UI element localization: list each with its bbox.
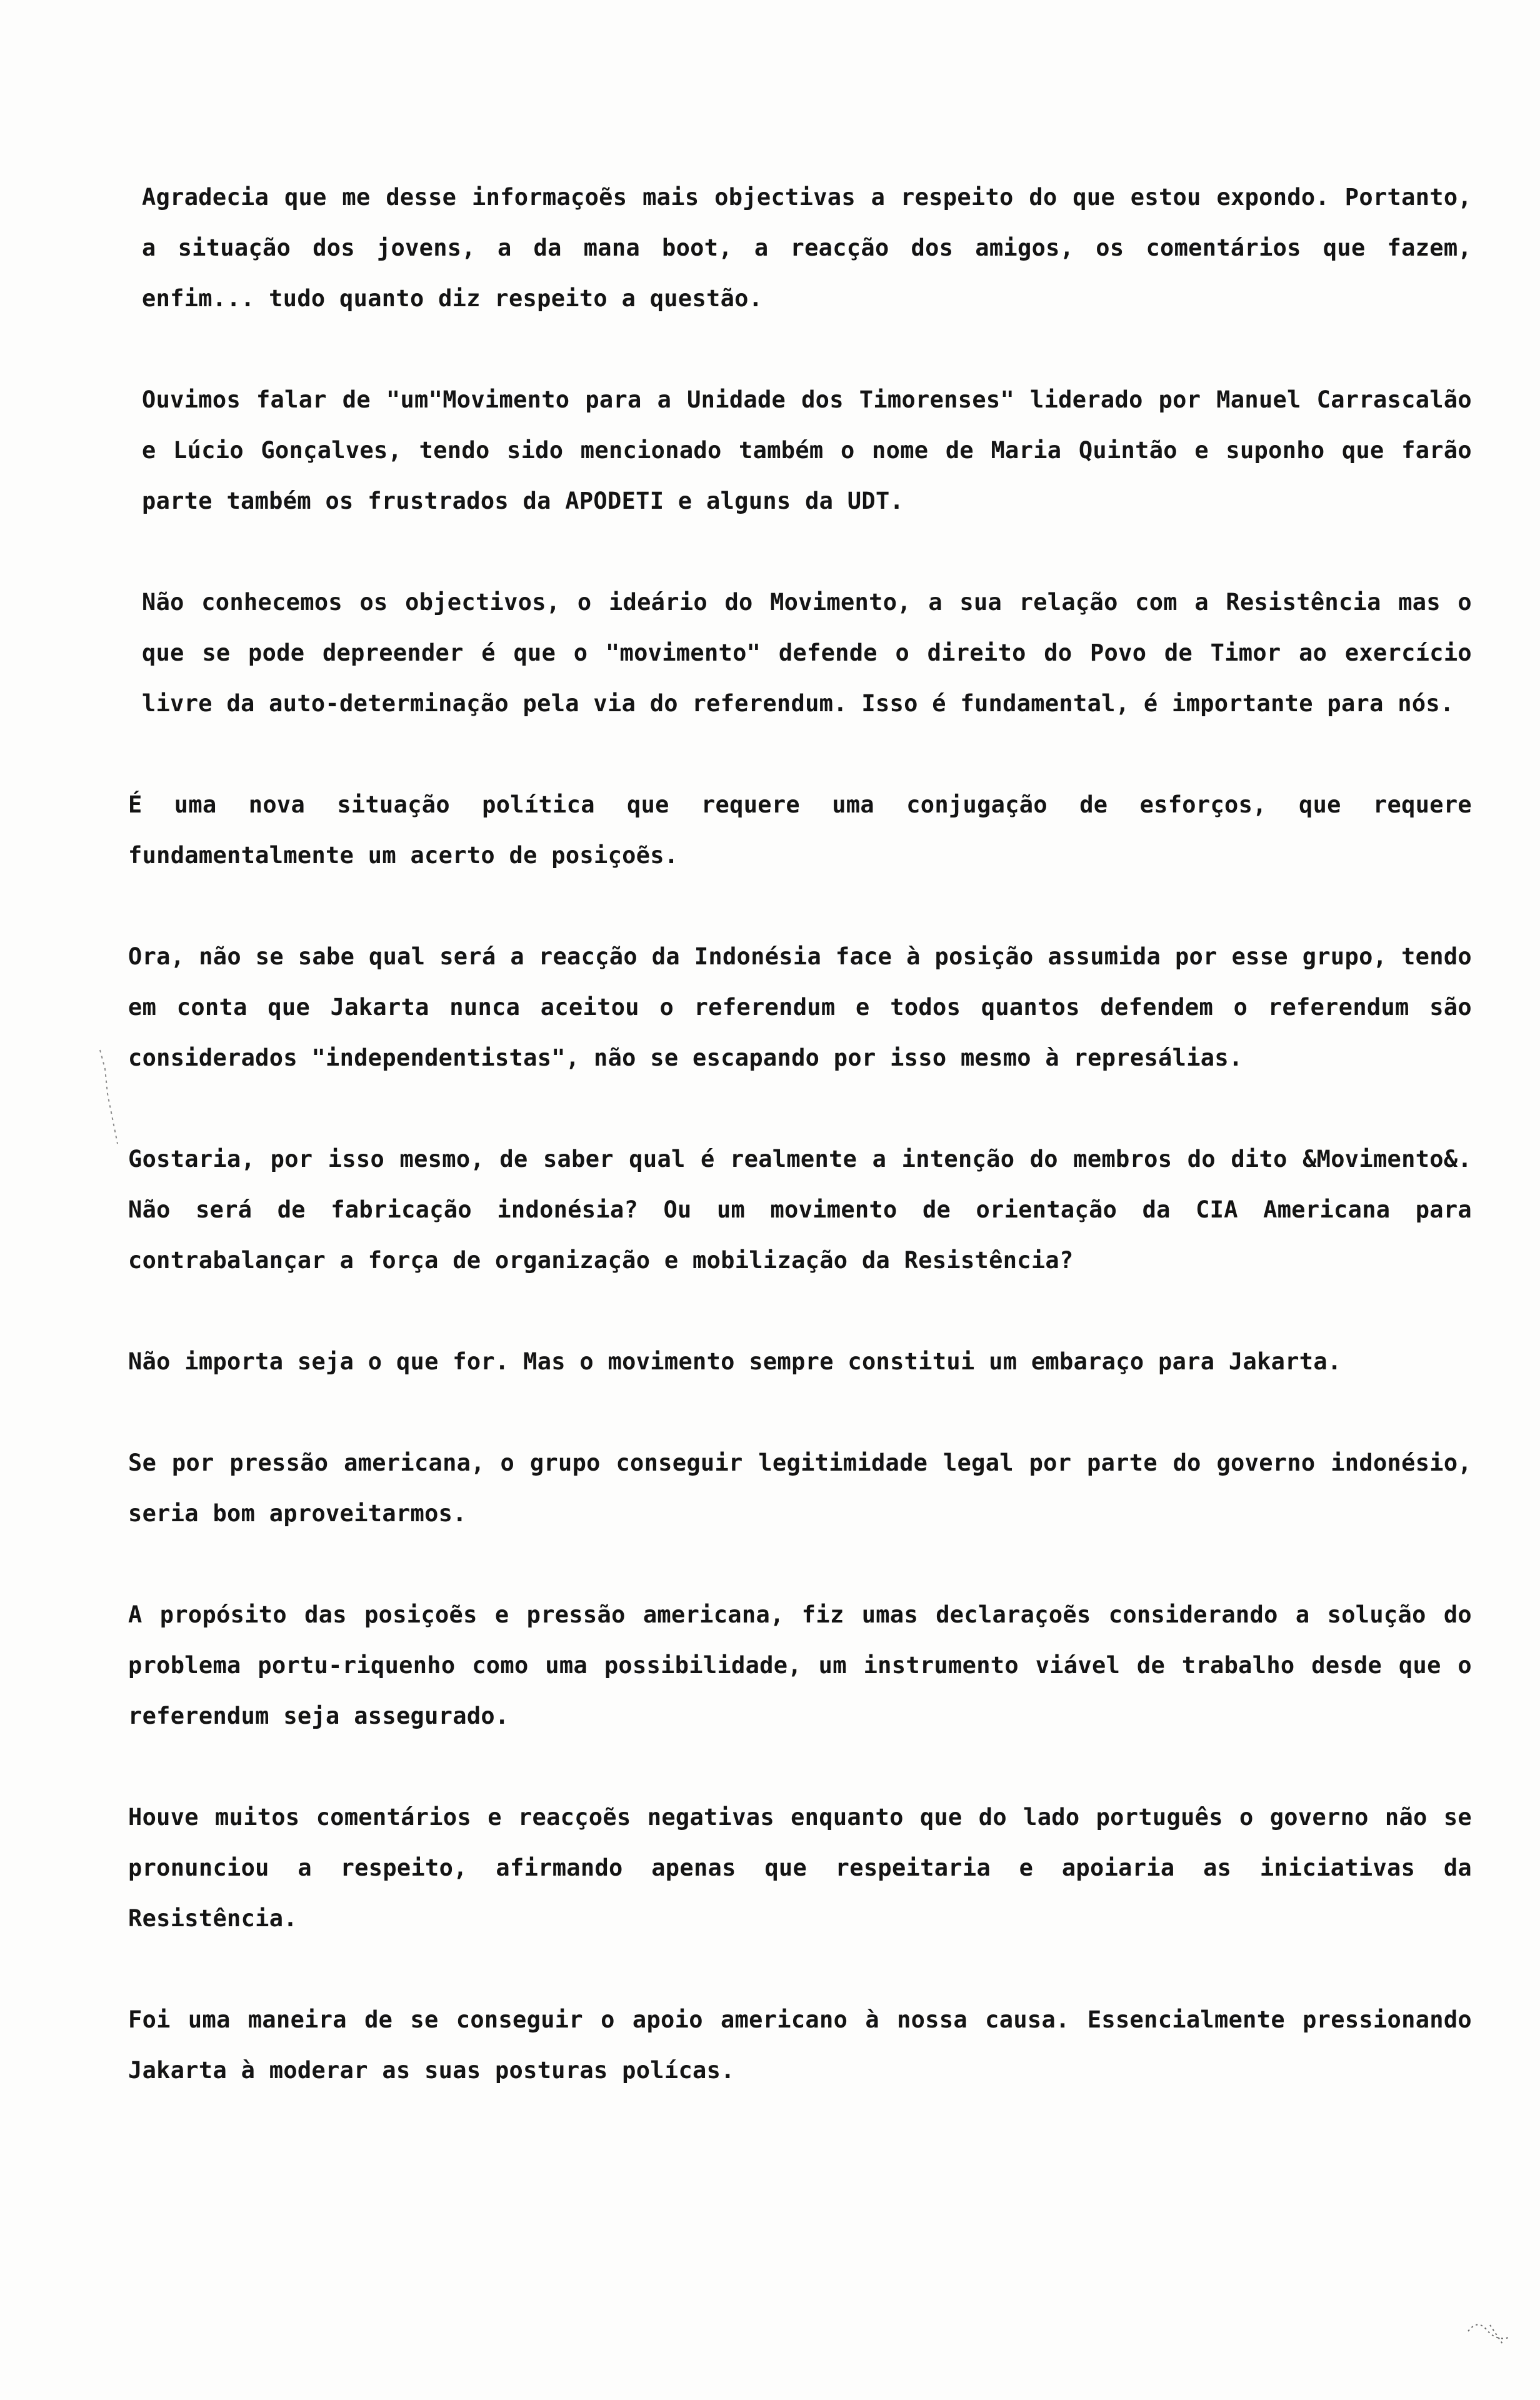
paragraph-indonesia-reaction: Ora, não se sabe qual será a reacção da Indonésia face à posição assumida por esse grupo, tendo em conta que Jakarta nunca aceitou o referendum e todos quantos defendem o referendum são considerados "independentistas", não se escapando por isso mesmo à represálias. — [128, 943, 1472, 1071]
paragraph-american-pressure: Se por pressão americana, o grupo conseguir legitimidade legal por parte do governo indonésio, seria bom aproveitarmos. — [128, 1449, 1472, 1527]
paragraph-request-information: Agradecia que me desse informaçoẽs mais objectivas a respeito do que estou expondo. Portanto, a situação dos jovens, a da mana boot, a reacção dos amigos, os comentários que fazem, enfim... tudo quanto diz respeito a questão. — [142, 184, 1472, 312]
document-body — [128, 172, 1472, 2146]
paragraph-embarrassment: Não importa seja o que for. Mas o movimento sempre constitui um embaraço para Jakarta. — [128, 1348, 1342, 1375]
paragraph-movement-intention: Gostaria, por isso mesmo, de saber qual é realmente a intenção do membros do dito &Movimento&. Não será de fabricação indonésia? Ou um movimento de orientação da CIA Americana para contrabalançar a força de organização e mobilização da Resistência? — [128, 1146, 1472, 1274]
corner-scribble-mark — [1465, 2312, 1515, 2350]
margin-pencil-mark — [94, 1044, 131, 1156]
paragraph-american-support: Foi uma maneira de se conseguir o apoio americano à nossa causa. Essencialmente pressionando Jakarta à moderar as suas posturas polícas. — [128, 2006, 1472, 2084]
paragraph-movement-unity: Ouvimos falar de "um"Movimento para a Unidade dos Timorenses" liderado por Manuel Carrascalão e Lúcio Gonçalves, tendo sido mencionado também o nome de Maria Quintão e suponho que farão parte também os frustrados da APODETI e alguns da UDT. — [142, 386, 1472, 514]
paragraph-comments-reactions: Houve muitos comentários e reacçoẽs negativas enquanto que do lado português o governo não se pronunciou a respeito, afirmando apenas que respeitaria e apoiaria as iniciativas da Resistência. — [128, 1804, 1472, 1932]
paragraph-objectives: Não conhecemos os objectivos, o ideário do Movimento, a sua relação com a Resistência mas o que se pode depreender é que o "movimento" defende o direito do Povo de Timor ao exercício livre da auto-determinação pela via do referendum. Isso é fundamental, é importante para nós. — [142, 589, 1472, 717]
paragraph-declarations: A propósito das posiçoẽs e pressão americana, fiz umas declaraçoẽs considerando a solução do problema portu-riquenho como uma possibilidade, um instrumento viável de trabalho desde que o referendum seja assegurado. — [128, 1601, 1472, 1729]
paragraph-political-situation: É uma nova situação política que requere uma conjugação de esforços, que requere fundamentalmente um acerto de posiçoẽs. — [128, 791, 1472, 869]
